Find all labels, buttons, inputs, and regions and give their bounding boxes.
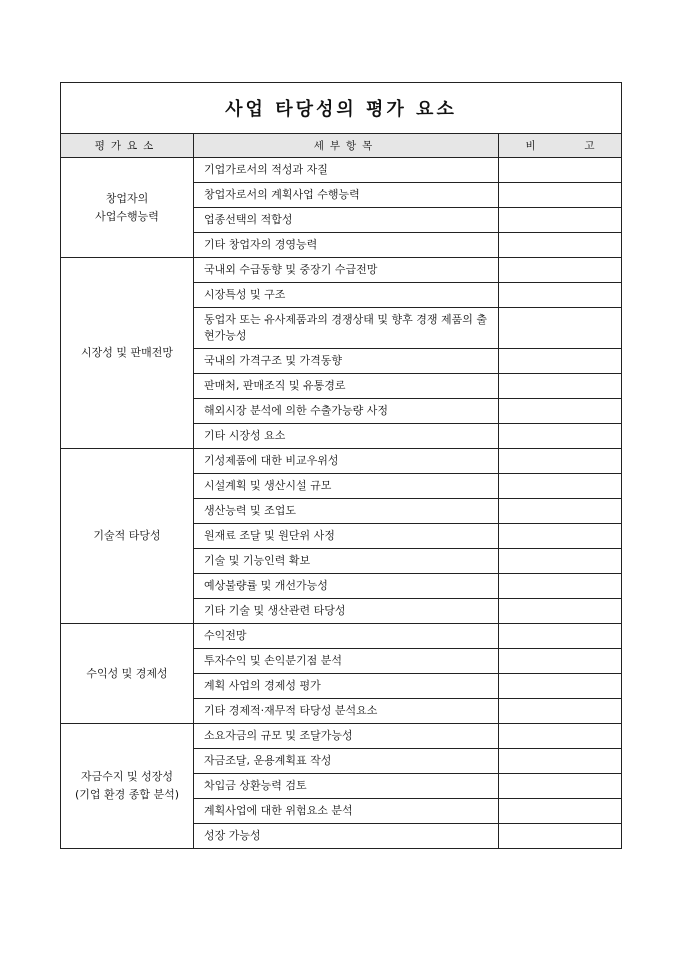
note-cell (499, 699, 622, 724)
note-cell (499, 424, 622, 449)
note-cell (499, 524, 622, 549)
note-cell (499, 674, 622, 699)
note-cell (499, 749, 622, 774)
table-row (61, 158, 622, 183)
title-row (61, 83, 622, 134)
note-cell (499, 399, 622, 424)
detail-item: 국내외 수급동향 및 중장기 수급전망 (194, 258, 499, 283)
detail-item: 기술 및 기능인력 확보 (194, 549, 499, 574)
note-cell (499, 574, 622, 599)
note-cell (499, 233, 622, 258)
table-row (61, 724, 622, 749)
detail-item: 원재료 조달 및 원단위 사정 (194, 524, 499, 549)
evaluation-table (60, 82, 622, 849)
detail-item: 소요자금의 규모 및 조달가능성 (194, 724, 499, 749)
note-cell (499, 724, 622, 749)
detail-item: 수익전망 (194, 624, 499, 649)
detail-item: 차입금 상환능력 검토 (194, 774, 499, 799)
note-cell (499, 599, 622, 624)
note-cell (499, 349, 622, 374)
document-title: 사업 타당성의 평가 요소 (61, 83, 622, 134)
table-row (61, 258, 622, 283)
detail-item: 자금조달, 운용계획표 작성 (194, 749, 499, 774)
header-note (499, 134, 622, 158)
category-label: 기술적 타당성 (93, 529, 161, 542)
detail-item: 판매처, 판매조직 및 유통경로 (194, 374, 499, 399)
detail-item: 업종선택의 적합성 (194, 208, 499, 233)
detail-item: 창업자로서의 계획사업 수행능력 (194, 183, 499, 208)
table-row (61, 449, 622, 474)
header-category: 평가요소 (61, 134, 194, 158)
note-cell (499, 474, 622, 499)
detail-item: 기타 시장성 요소 (194, 424, 499, 449)
category-cell (61, 258, 194, 449)
category-cell (61, 624, 194, 724)
detail-item: 계획사업에 대한 위험요소 분석 (194, 799, 499, 824)
detail-item: 기타 경제적·재무적 타당성 분석요소 (194, 699, 499, 724)
category-label: 시장성 및 판매전망 (80, 346, 173, 359)
category-cell (61, 449, 194, 624)
note-cell (499, 283, 622, 308)
note-cell (499, 774, 622, 799)
detail-item: 동업자 또는 유사제품과의 경쟁상태 및 향후 경쟁 제품의 출현가능성 (194, 308, 499, 349)
detail-item: 기업가로서의 적성과 자질 (194, 158, 499, 183)
header-note-b: 고 (584, 140, 595, 152)
category-label: 사업수행능력 (95, 209, 159, 223)
detail-item: 시장특성 및 구조 (194, 283, 499, 308)
table-body (61, 83, 622, 849)
detail-item: 성장 가능성 (194, 824, 499, 849)
detail-item: 계획 사업의 경제성 평가 (194, 674, 499, 699)
note-cell (499, 258, 622, 283)
category-label: (기업 환경 종합 분석) (74, 788, 180, 801)
note-cell (499, 374, 622, 399)
note-cell (499, 549, 622, 574)
note-cell (499, 208, 622, 233)
detail-item: 생산능력 및 조업도 (194, 499, 499, 524)
header-note-a: 비 (525, 140, 536, 152)
category-cell (61, 158, 194, 258)
detail-item: 시설계획 및 생산시설 규모 (194, 474, 499, 499)
note-cell (499, 624, 622, 649)
category-cell (61, 724, 194, 849)
note-cell (499, 308, 622, 349)
category-label: 수익성 및 경제성 (86, 666, 168, 680)
evaluation-document (60, 82, 621, 849)
note-cell (499, 799, 622, 824)
header-row (61, 134, 622, 158)
table-row (61, 624, 622, 649)
detail-item: 기타 창업자의 경영능력 (194, 233, 499, 258)
note-cell (499, 183, 622, 208)
header-detail: 세부항목 (194, 134, 499, 158)
note-cell (499, 499, 622, 524)
detail-item: 기성제품에 대한 비교우위성 (194, 449, 499, 474)
detail-item: 투자수익 및 손익분기점 분석 (194, 649, 499, 674)
note-cell (499, 449, 622, 474)
note-cell (499, 824, 622, 849)
detail-item: 기타 기술 및 생산관련 타당성 (194, 599, 499, 624)
category-label: 자금수지 및 성장성 (80, 770, 173, 783)
note-cell (499, 158, 622, 183)
note-cell (499, 649, 622, 674)
detail-item: 국내의 가격구조 및 가격동향 (194, 349, 499, 374)
detail-item: 해외시장 분석에 의한 수출가능량 사정 (194, 399, 499, 424)
detail-item: 예상불량률 및 개선가능성 (194, 574, 499, 599)
category-label: 창업자의 (105, 191, 149, 205)
